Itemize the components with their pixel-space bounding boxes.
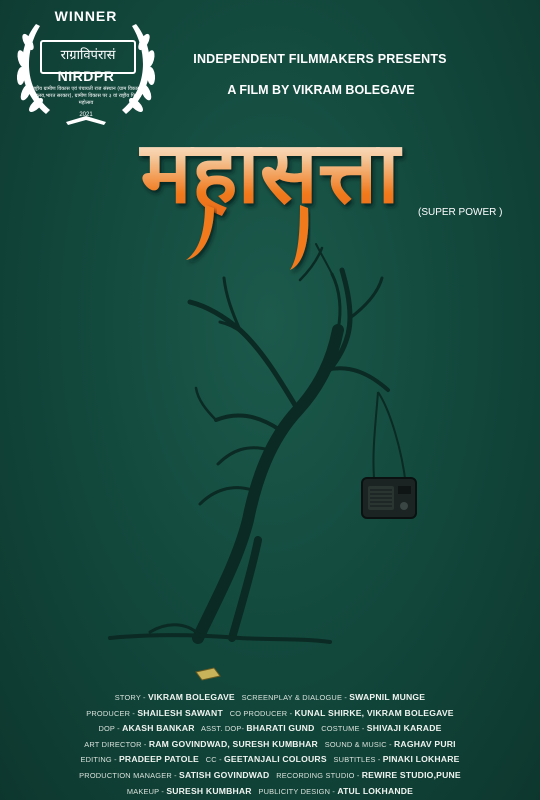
seal-abbreviation: NIRDPR xyxy=(57,68,115,84)
radio-icon xyxy=(362,478,416,518)
credits-block xyxy=(0,690,540,799)
credit-line: ART DIRECTOR - RAM GOVINDWAD, SURESH KUMBHAR SOUND & MUSIC - RAGHAV PURI xyxy=(84,738,456,749)
credit-line: EDITING - PRADEEP PATOLE CC - GEETANJALI COLOURS SUBTITLES - PINAKI LOKHARE xyxy=(80,754,460,765)
seal-year: 2021 xyxy=(79,112,93,118)
credit-line: DOP - AKASH BANKAR ASST. DOP- BHARATI GUND COSTUME - SHIVAJI KARADE xyxy=(98,723,442,734)
credit-line: STORY - VIKRAM BOLEGAVE SCREENPLAY & DIALOGUE - SWAPNIL MUNGE xyxy=(114,692,426,702)
seal-description: राष्ट्रीय ग्रामीण विकास एवं पंचायती राज संस्थान (ग्राम विकास मंत्रालय,भारत सरकार), ग्रामीण विकास पर ३ वां राष्ट्रीय फिल्म महोत्सव xyxy=(30,86,142,106)
director-byline: A FILM BY VIKRAM BOLEGAVE xyxy=(227,83,415,97)
title-english: (SUPER POWER ) xyxy=(418,207,503,218)
credit-line: MAKEUP - SURESH KUMBHAR PUBLICITY DESIGN - ATUL LOKHANDE xyxy=(126,785,414,796)
tree-illustration xyxy=(0,240,540,700)
radio-strap xyxy=(373,392,406,486)
book-icon xyxy=(196,668,220,680)
credit-line: PRODUCER - SHAILESH SAWANT CO PRODUCER - KUNAL SHIRKE, VIKRAM BOLEGAVE xyxy=(86,707,454,718)
winner-label: WINNER xyxy=(54,8,118,24)
credit-line: PRODUCTION MANAGER - SATISH GOVINDWAD RECORDING STUDIO - REWIRE STUDIO,PUNE xyxy=(79,769,461,780)
presents-line: INDEPENDENT FILMMAKERS PRESENTS xyxy=(193,52,447,66)
title-marathi: महासत्ता xyxy=(140,123,400,223)
seal-logo: राग्राविपंरासं xyxy=(40,40,136,74)
